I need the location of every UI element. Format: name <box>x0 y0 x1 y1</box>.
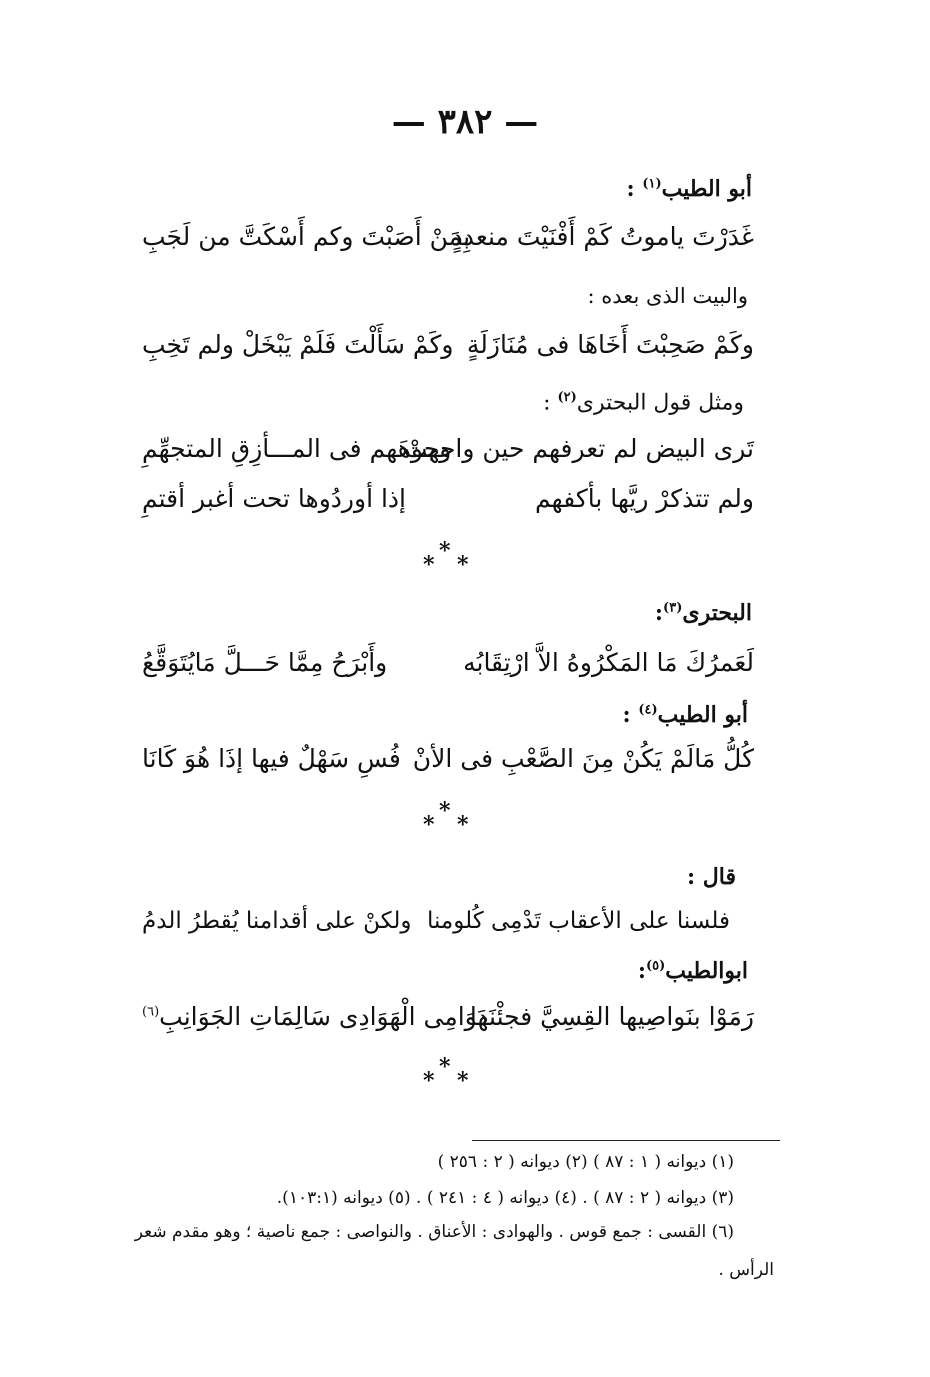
first-hemistich: لَعَمرُكَ مَا المَكْرُوهُ الاَّ ارْتِقَابُه <box>463 648 754 677</box>
first-hemistich: رَمَوْا بنَواصِيها القِسِيَّ فجئْنَها <box>469 1002 754 1031</box>
poet-name: ابوالطيب <box>665 958 748 984</box>
verse-line-7 <box>142 908 730 948</box>
second-hemistich: ولكنْ على أقدامنا يُقطرُ الدمُ <box>142 908 412 934</box>
heading-colon: : <box>637 958 646 984</box>
verse-line-5 <box>142 648 754 688</box>
second-hemistich: فُسِ سَهْلٌ فيها إذَا هُوَ كَانَا <box>142 744 401 773</box>
footnote-line: (٣) ديوانه ( ٢ : ٨٧ ) . (٤) ديوانه ( ٤ : ٢٤١ ) . (٥) ديوانه (١٠٣:١). <box>276 1188 734 1208</box>
speaker-name: قال <box>702 864 736 890</box>
verse-line-8 <box>142 1002 754 1042</box>
first-hemistich: تَرى البيض لم تعرفهم حين واجهتْ <box>403 434 754 463</box>
second-hemistich: وجوهَهم فى المـــأزِقِ المتجهِّمِ <box>142 434 452 463</box>
heading-colon: : <box>622 702 639 728</box>
poet-heading-4 <box>623 702 748 728</box>
section-ornament <box>415 1054 475 1094</box>
poet-name: ومثل قول البحترى <box>576 390 744 416</box>
first-hemistich: وكَمْ صَحِبْتَ أَخَاهَا فى مُنَازَلَةٍ <box>466 330 754 359</box>
ornament-star: * <box>423 1068 435 1094</box>
heading-colon: : <box>654 600 664 626</box>
second-hemistich: وأَبْرَحُ مِمَّا حَـــلَّ مَايُتَوَقَّعُ <box>142 648 388 677</box>
verse-text: دَوَامِى الْهَوَادِى سَالِمَاتِ الجَوَانِبِ <box>159 1002 488 1031</box>
ornament-star: * <box>423 812 435 838</box>
footnote-mark: (١) <box>642 176 662 192</box>
poet-name: أبو الطيب <box>657 702 748 728</box>
heading-colon: : <box>543 390 558 416</box>
poet-heading-5 <box>638 958 748 984</box>
poet-heading-1 <box>627 176 752 202</box>
poet-heading-3 <box>655 600 752 626</box>
footnote-mark: (٤) <box>638 702 658 718</box>
footnote-line: الرأس . <box>718 1260 774 1280</box>
footnote-mark: (٣) <box>663 600 683 616</box>
ornament-star: * <box>439 1054 451 1080</box>
second-hemistich: بِمَنْ أَصَبْتَ وكم أَسْكَتَّ من لَجَبِ <box>142 222 471 251</box>
footnote-line: (٦) القسى : جمع قوس . والهوادى : الأعناق . والنواصى : جمع ناصية ؛ وهو مقدم شعر <box>134 1222 734 1242</box>
second-hemistich: إذا أوردُوها تحت أغبر أقتمِ <box>142 484 406 513</box>
footnote-separator <box>472 1140 780 1141</box>
ornament-star: * <box>457 1068 469 1094</box>
first-hemistich: فلسنا على الأعقاب تَدْمِى كُلومنا <box>426 908 730 934</box>
verse-line-1 <box>142 222 754 262</box>
speaker-heading <box>687 864 736 890</box>
first-hemistich: ولم تتذكرْ ريَّها بأكفهم <box>535 484 754 513</box>
poet-heading-2 <box>543 390 744 415</box>
heading-colon: : <box>687 864 703 890</box>
verse-line-2 <box>142 330 754 370</box>
verse-line-3 <box>142 434 754 474</box>
footnote-mark: (٢) <box>557 390 577 405</box>
ornament-star: * <box>439 798 451 824</box>
second-hemistich <box>142 1002 488 1031</box>
first-hemistich: غَدَرْتَ ياموتُ كَمْ أَفْنَيْتَ منعددٍ <box>451 222 754 251</box>
prose-line: والبيت الذى بعده : <box>587 284 748 308</box>
poet-name: البحترى <box>682 600 752 626</box>
poet-name: أبو الطيب <box>661 176 752 202</box>
footnote-line: (١) ديوانه ( ١ : ٨٧ ) (٢) ديوانه ( ٢ : ٢٥٦ ) <box>437 1152 734 1172</box>
footnote-mark: (٦) <box>142 1004 160 1020</box>
section-ornament <box>415 798 475 838</box>
second-hemistich: وكَمْ سَأَلْتَ فَلَمْ يَبْخَلْ ولم تَخِبِ <box>142 330 454 359</box>
verse-line-4 <box>142 484 754 524</box>
verse-line-6 <box>142 744 754 784</box>
first-hemistich: كُلُّ مَالَمْ يَكُنْ مِنَ الصَّعْبِ فى الأنْ <box>412 744 754 773</box>
ornament-star: * <box>457 552 469 578</box>
page-number: — ٣٨٢ — <box>391 102 539 142</box>
ornament-star: * <box>457 812 469 838</box>
section-ornament <box>415 538 475 578</box>
heading-colon: : <box>626 176 643 202</box>
ornament-star: * <box>439 538 451 564</box>
footnote-mark: (٥) <box>645 958 666 974</box>
ornament-star: * <box>423 552 435 578</box>
